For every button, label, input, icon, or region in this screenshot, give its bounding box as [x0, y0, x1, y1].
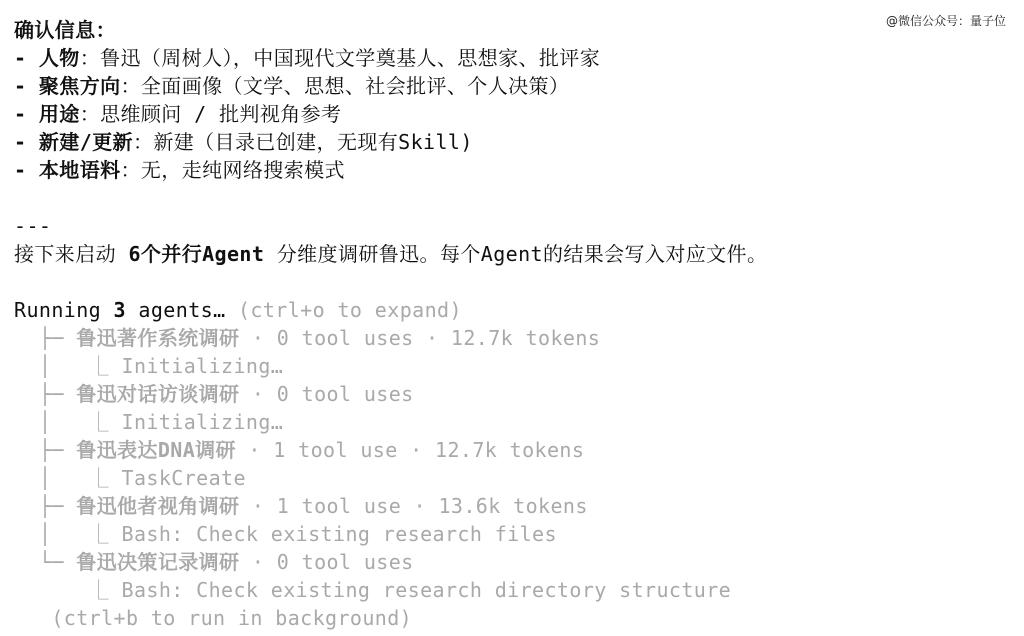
agent-name: 鲁迅对话访谈调研 [76, 382, 240, 406]
expand-hint: (ctrl+o to expand) [225, 298, 462, 322]
tree-branch: │ ⎿ [14, 410, 122, 434]
indent [14, 606, 51, 630]
launch-highlight: 6个并行Agent [128, 242, 265, 266]
agent-name: 鲁迅著作系统调研 [76, 326, 240, 350]
agent-row [14, 548, 1014, 576]
confirm-value: 鲁迅（周树人），中国现代文学奠基人、思想家、批评家 [100, 46, 601, 70]
confirm-key: 新建/更新 [38, 130, 133, 154]
running-status [14, 296, 1014, 324]
agent-status: Initializing… [121, 354, 284, 378]
agent-row [14, 324, 1014, 352]
colon: ： [120, 158, 141, 182]
launch-text: 分维度调研鲁迅。每个Agent的结果会写入对应文件。 [264, 242, 768, 266]
bullet: - [14, 158, 39, 182]
tree-branch: └─ [14, 550, 77, 574]
agent-status-row [14, 576, 1014, 604]
tree-branch: │ ⎿ [14, 466, 122, 490]
agent-name: 鲁迅表达DNA调研 [76, 438, 236, 462]
agent-name: 鲁迅他者视角调研 [76, 494, 240, 518]
agent-status-row [14, 520, 1014, 548]
confirm-key: 用途 [38, 102, 80, 126]
agent-stats: · 0 tool uses [239, 550, 414, 574]
background-hint: (ctrl+b to run in background) [51, 606, 413, 630]
agent-status: Initializing… [121, 410, 284, 434]
running-prefix: Running [14, 298, 114, 322]
confirm-heading: 确认信息： [14, 18, 116, 42]
colon: ： [79, 102, 101, 126]
terminal-output [14, 16, 1014, 632]
confirm-key: 本地语料 [38, 158, 121, 182]
agent-status-row [14, 352, 1014, 380]
confirm-value: 思维顾问 / 批判视角参考 [100, 102, 342, 126]
agent-stats: · 0 tool uses [239, 382, 414, 406]
agent-stats: · 1 tool use · 13.6k tokens [239, 494, 588, 518]
agent-status: Bash: Check existing research files [121, 522, 557, 546]
confirm-value: 无，走纯网络搜索模式 [140, 158, 345, 182]
confirm-key: 人物 [38, 46, 80, 70]
tree-branch: ├─ [14, 326, 77, 350]
agent-stats: · 1 tool use · 12.7k tokens [235, 438, 585, 462]
bullet: - [14, 46, 39, 70]
watermark: @微信公众号：量子位 [885, 14, 1006, 28]
confirm-item-mode [14, 128, 1014, 156]
blank-line [14, 184, 1014, 212]
agent-name: 鲁迅决策记录调研 [76, 550, 240, 574]
background-hint-row [14, 604, 1014, 632]
tree-branch: ├─ [14, 494, 77, 518]
confirm-item-corpus [14, 156, 1014, 184]
running-suffix: agents… [125, 298, 226, 322]
agent-status: Bash: Check existing research directory structure [121, 578, 732, 602]
agent-status: TaskCreate [121, 466, 246, 490]
tree-branch: │ ⎿ [14, 522, 122, 546]
launch-text: 接下来启动 [14, 242, 129, 266]
tree-branch: ├─ [14, 438, 77, 462]
bullet: - [14, 74, 39, 98]
tree-branch: ⎿ [14, 578, 122, 602]
tree-branch: │ ⎿ [14, 354, 122, 378]
confirm-item-person [14, 44, 1014, 72]
agent-stats: · 0 tool uses · 12.7k tokens [239, 326, 601, 350]
blank-line [14, 268, 1014, 296]
agent-row [14, 436, 1014, 464]
running-count: 3 [113, 298, 126, 322]
agent-row [14, 380, 1014, 408]
colon: ： [79, 46, 101, 70]
confirm-value: 新建（目录已创建，无现有Skill) [153, 130, 473, 154]
agent-status-row [14, 408, 1014, 436]
bullet: - [14, 102, 39, 126]
bullet: - [14, 130, 39, 154]
confirm-item-usage [14, 100, 1014, 128]
divider: --- [14, 214, 52, 238]
confirm-item-focus [14, 72, 1014, 100]
agent-row [14, 492, 1014, 520]
colon: ： [120, 74, 141, 98]
colon: ： [132, 130, 154, 154]
tree-branch: ├─ [14, 382, 77, 406]
launch-message [14, 240, 1014, 268]
confirm-key: 聚焦方向 [38, 74, 121, 98]
agent-status-row [14, 464, 1014, 492]
confirm-value: 全面画像（文学、思想、社会批评、个人决策） [140, 74, 570, 98]
